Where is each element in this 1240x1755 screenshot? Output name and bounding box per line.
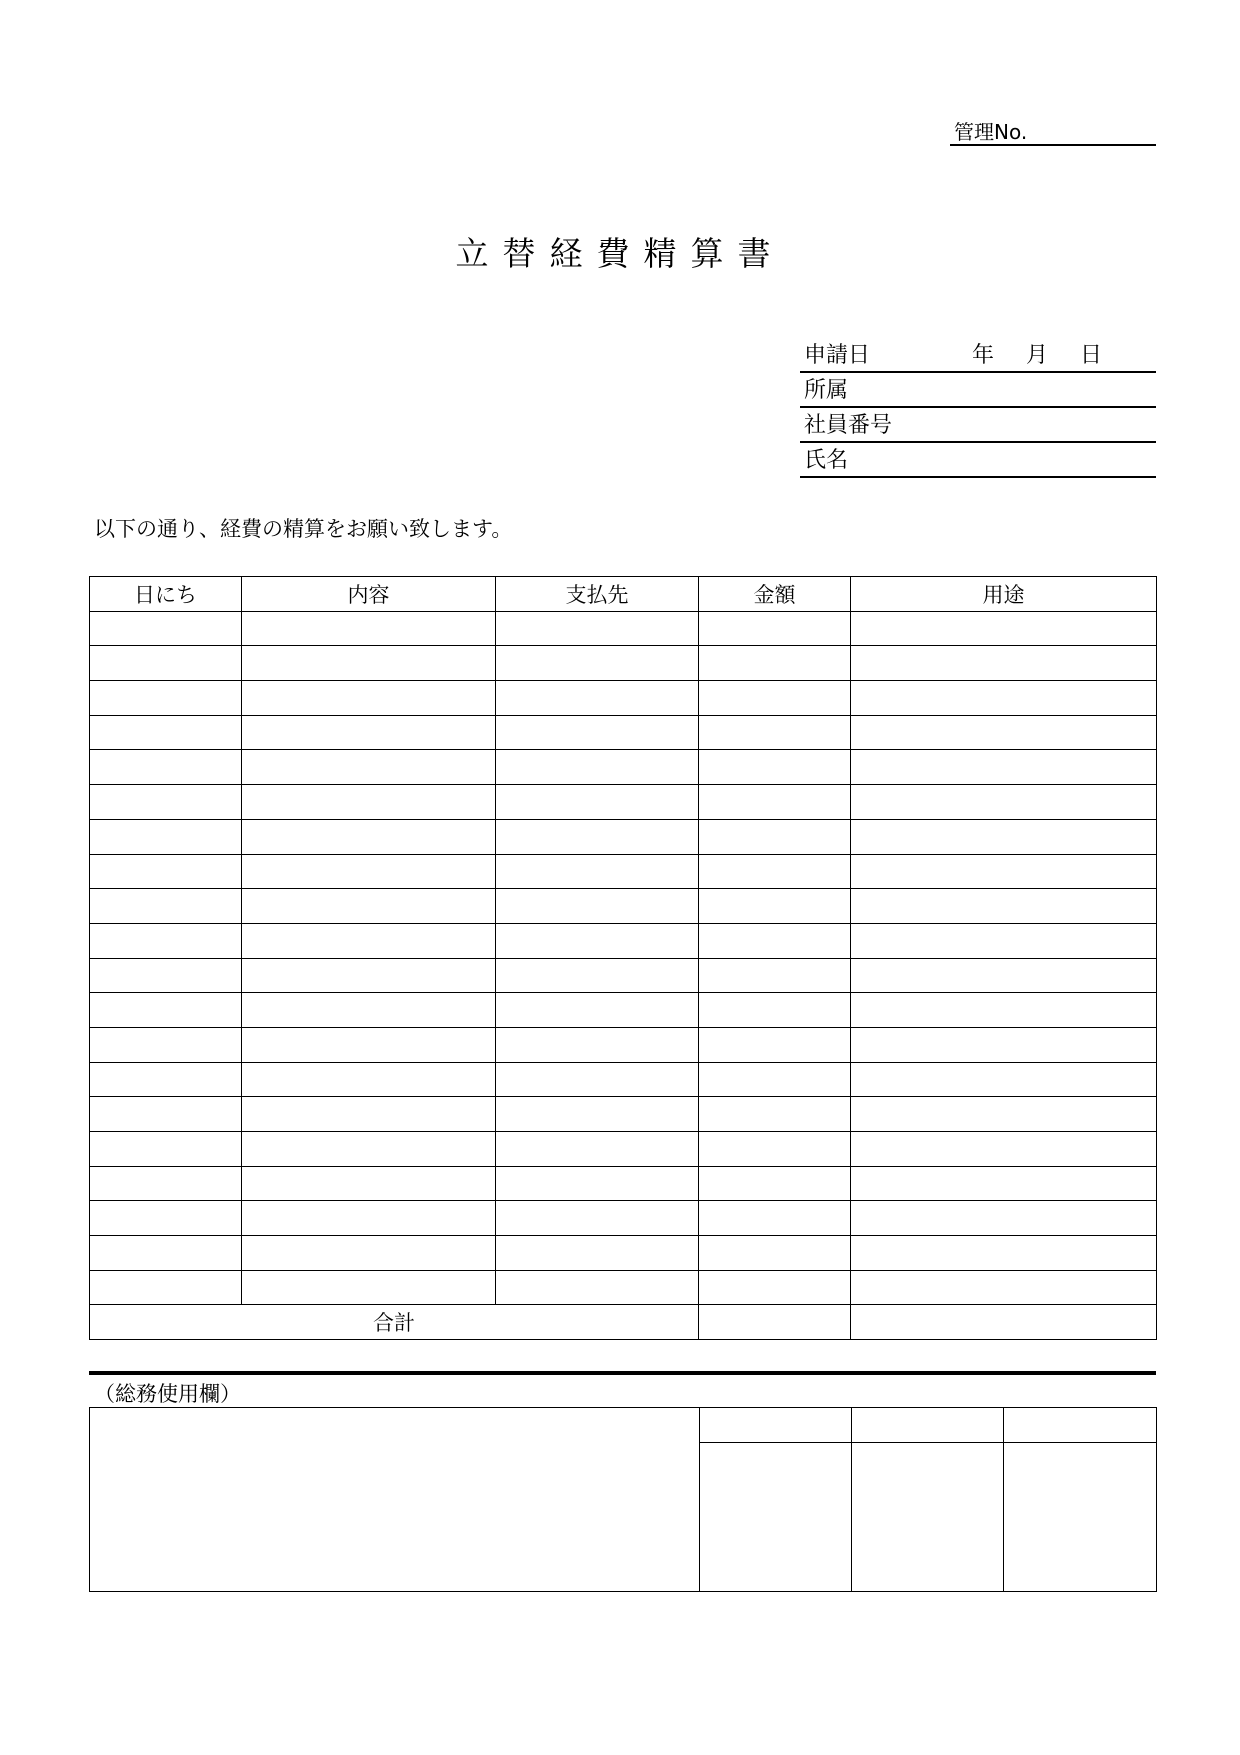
table-row: [90, 923, 1157, 958]
table-row: [90, 611, 1157, 646]
cell-amount[interactable]: [699, 1270, 851, 1305]
cell-content[interactable]: [242, 715, 496, 750]
cell-date[interactable]: [90, 1027, 242, 1062]
cell-amount[interactable]: [699, 646, 851, 681]
department-field[interactable]: [800, 373, 1156, 408]
cell-purpose[interactable]: [851, 785, 1157, 820]
cell-content[interactable]: [242, 1270, 496, 1305]
cell-content[interactable]: [242, 1132, 496, 1167]
cell-payee[interactable]: [496, 1132, 699, 1167]
table-row: [90, 819, 1157, 854]
cell-content[interactable]: [242, 1166, 496, 1201]
admin-stamp-cell-1[interactable]: [700, 1443, 852, 1592]
cell-purpose[interactable]: [851, 993, 1157, 1028]
cell-payee[interactable]: [496, 785, 699, 820]
document-title: 立替経費精算書: [455, 234, 785, 273]
cell-content[interactable]: [242, 993, 496, 1028]
cell-content[interactable]: [242, 1027, 496, 1062]
table-row: [90, 854, 1157, 889]
cell-date[interactable]: [90, 1201, 242, 1236]
name-label: 氏名: [804, 448, 849, 473]
cell-purpose[interactable]: [851, 646, 1157, 681]
year-label: 年: [972, 343, 995, 368]
cell-date[interactable]: [90, 993, 242, 1028]
cell-purpose[interactable]: [851, 681, 1157, 716]
application-date-label: 申請日: [804, 343, 871, 368]
day-label: 日: [1080, 343, 1103, 368]
total-row: [90, 1305, 1157, 1340]
cell-amount[interactable]: [699, 993, 851, 1028]
table-row: [90, 1270, 1157, 1305]
table-row: [90, 889, 1157, 924]
cell-content[interactable]: [242, 923, 496, 958]
cell-amount[interactable]: [699, 1062, 851, 1097]
cell-amount[interactable]: [699, 785, 851, 820]
cell-date[interactable]: [90, 715, 242, 750]
cell-amount[interactable]: [699, 889, 851, 924]
header-content: 内容: [242, 577, 496, 612]
month-label: 月: [1026, 343, 1049, 368]
header-date: 日にち: [90, 577, 242, 612]
intro-text: 以下の通り、経費の精算をお願い致します。: [94, 517, 513, 541]
cell-amount[interactable]: [699, 1097, 851, 1132]
application-date-field[interactable]: [800, 338, 1156, 373]
cell-payee[interactable]: [496, 681, 699, 716]
cell-content[interactable]: [242, 1062, 496, 1097]
cell-content[interactable]: [242, 1201, 496, 1236]
cell-content[interactable]: [242, 889, 496, 924]
admin-stamp-header-3[interactable]: [1004, 1408, 1157, 1443]
admin-stamp-cell-2[interactable]: [852, 1443, 1004, 1592]
cell-purpose[interactable]: [851, 750, 1157, 785]
cell-purpose[interactable]: [851, 889, 1157, 924]
cell-payee[interactable]: [496, 1201, 699, 1236]
cell-content[interactable]: [242, 1236, 496, 1271]
cell-purpose[interactable]: [851, 1201, 1157, 1236]
cell-content[interactable]: [242, 1097, 496, 1132]
cell-date[interactable]: [90, 785, 242, 820]
cell-amount[interactable]: [699, 715, 851, 750]
cell-amount[interactable]: [699, 819, 851, 854]
table-row: [90, 715, 1157, 750]
cell-purpose[interactable]: [851, 1132, 1157, 1167]
management-number-label: 管理No.: [954, 120, 1028, 144]
name-field[interactable]: [800, 443, 1156, 478]
cell-payee[interactable]: [496, 1097, 699, 1132]
cell-content[interactable]: [242, 958, 496, 993]
table-row: [90, 1236, 1157, 1271]
header-purpose: 用途: [851, 577, 1157, 612]
table-row: [90, 646, 1157, 681]
header-amount: 金額: [699, 577, 851, 612]
cell-amount[interactable]: [699, 1166, 851, 1201]
cell-payee[interactable]: [496, 1270, 699, 1305]
cell-purpose[interactable]: [851, 1166, 1157, 1201]
table-row: [90, 1027, 1157, 1062]
table-row: [90, 1062, 1157, 1097]
cell-amount[interactable]: [699, 958, 851, 993]
cell-purpose[interactable]: [851, 819, 1157, 854]
total-purpose-cell[interactable]: [851, 1305, 1157, 1340]
cell-payee[interactable]: [496, 1166, 699, 1201]
cell-content[interactable]: [242, 646, 496, 681]
cell-content[interactable]: [242, 785, 496, 820]
section-divider: [89, 1371, 1156, 1375]
table-row: [90, 958, 1157, 993]
table-row: [90, 750, 1157, 785]
cell-date[interactable]: [90, 681, 242, 716]
admin-stamp-cell-3[interactable]: [1004, 1443, 1157, 1592]
cell-payee[interactable]: [496, 1027, 699, 1062]
table-row: [90, 1132, 1157, 1167]
cell-date[interactable]: [90, 1062, 242, 1097]
cell-amount[interactable]: [699, 611, 851, 646]
table-row: [90, 993, 1157, 1028]
cell-payee[interactable]: [496, 889, 699, 924]
cell-content[interactable]: [242, 854, 496, 889]
cell-purpose[interactable]: [851, 1236, 1157, 1271]
cell-amount[interactable]: [699, 1027, 851, 1062]
cell-date[interactable]: [90, 854, 242, 889]
department-label: 所属: [804, 378, 849, 403]
cell-purpose[interactable]: [851, 715, 1157, 750]
cell-purpose[interactable]: [851, 611, 1157, 646]
table-header-row: [90, 577, 1157, 612]
cell-content[interactable]: [242, 750, 496, 785]
employee-number-label: 社員番号: [804, 413, 893, 438]
cell-date[interactable]: [90, 923, 242, 958]
cell-payee[interactable]: [496, 854, 699, 889]
cell-amount[interactable]: [699, 923, 851, 958]
cell-date[interactable]: [90, 819, 242, 854]
cell-purpose[interactable]: [851, 1062, 1157, 1097]
cell-date[interactable]: [90, 611, 242, 646]
cell-payee[interactable]: [496, 1062, 699, 1097]
cell-payee[interactable]: [496, 646, 699, 681]
employee-number-field[interactable]: [800, 408, 1156, 443]
cell-amount[interactable]: [699, 681, 851, 716]
table-row: [90, 1166, 1157, 1201]
cell-content[interactable]: [242, 681, 496, 716]
cell-date[interactable]: [90, 1270, 242, 1305]
cell-date[interactable]: [90, 1132, 242, 1167]
table-row: [90, 1201, 1157, 1236]
cell-date[interactable]: [90, 958, 242, 993]
cell-payee[interactable]: [496, 611, 699, 646]
admin-stamp-header-2[interactable]: [852, 1408, 1004, 1443]
total-amount-cell[interactable]: [699, 1305, 851, 1340]
admin-notes-cell[interactable]: [90, 1408, 700, 1592]
cell-payee[interactable]: [496, 993, 699, 1028]
cell-amount[interactable]: [699, 1236, 851, 1271]
cell-amount[interactable]: [699, 1201, 851, 1236]
management-number-field[interactable]: [950, 112, 1156, 146]
cell-payee[interactable]: [496, 750, 699, 785]
cell-content[interactable]: [242, 819, 496, 854]
cell-payee[interactable]: [496, 819, 699, 854]
table-row: [90, 1097, 1157, 1132]
cell-date[interactable]: [90, 1097, 242, 1132]
cell-date[interactable]: [90, 750, 242, 785]
cell-date[interactable]: [90, 1166, 242, 1201]
cell-purpose[interactable]: [851, 1097, 1157, 1132]
cell-date[interactable]: [90, 1236, 242, 1271]
cell-amount[interactable]: [699, 854, 851, 889]
admin-stamp-header-1[interactable]: [700, 1408, 852, 1443]
header-payee: 支払先: [496, 577, 699, 612]
cell-purpose[interactable]: [851, 923, 1157, 958]
cell-payee[interactable]: [496, 715, 699, 750]
cell-payee[interactable]: [496, 923, 699, 958]
cell-content[interactable]: [242, 611, 496, 646]
admin-table: [89, 1407, 1157, 1592]
total-label: 合計: [90, 1305, 699, 1340]
cell-payee[interactable]: [496, 958, 699, 993]
cell-amount[interactable]: [699, 1132, 851, 1167]
cell-purpose[interactable]: [851, 958, 1157, 993]
table-row: [90, 785, 1157, 820]
cell-purpose[interactable]: [851, 854, 1157, 889]
cell-date[interactable]: [90, 889, 242, 924]
expense-table: [89, 576, 1157, 1340]
cell-purpose[interactable]: [851, 1270, 1157, 1305]
cell-amount[interactable]: [699, 750, 851, 785]
cell-purpose[interactable]: [851, 1027, 1157, 1062]
table-row: [90, 681, 1157, 716]
admin-section-label: （総務使用欄）: [94, 1382, 241, 1406]
applicant-info: [800, 338, 1156, 478]
cell-payee[interactable]: [496, 1236, 699, 1271]
cell-date[interactable]: [90, 646, 242, 681]
